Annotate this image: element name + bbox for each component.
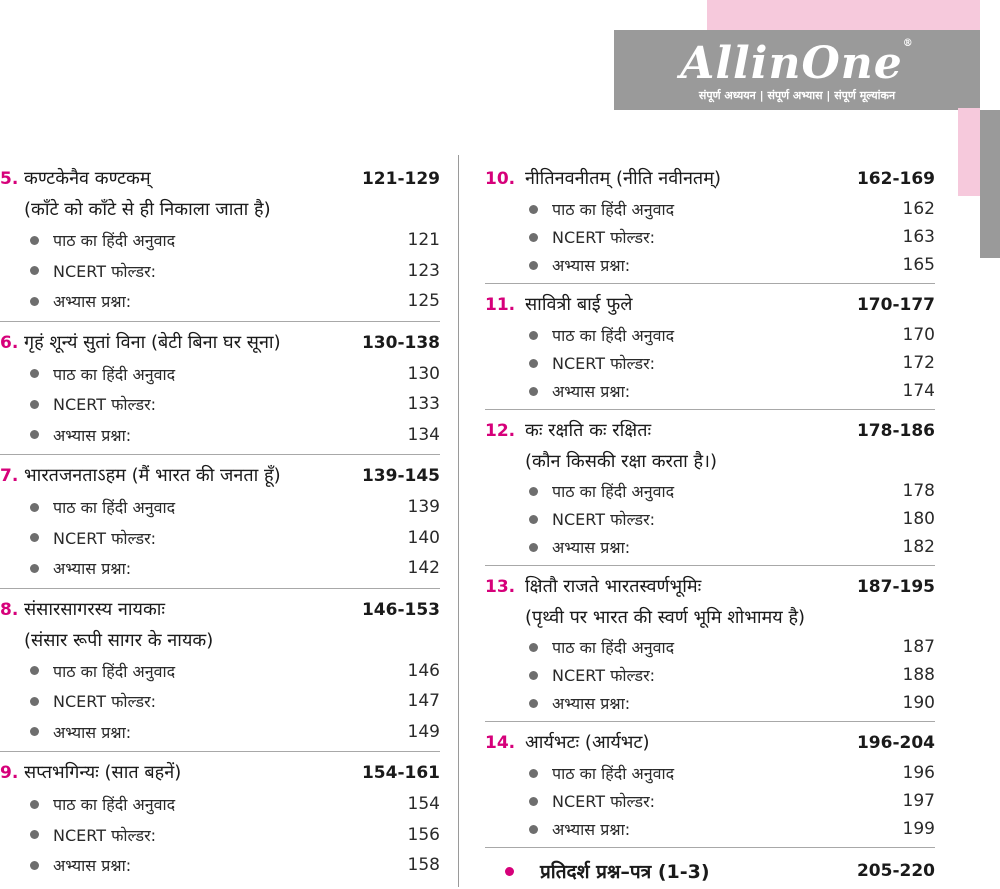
entry-page: 180	[902, 509, 935, 529]
chapter-page-range: 146-153	[361, 599, 440, 620]
chapter-title: सावित्री बाई फुले	[525, 294, 633, 315]
entry-label: NCERT फोल्डर:	[552, 228, 656, 247]
entry-label: पाठ का हिंदी अनुवाद	[53, 231, 176, 251]
entry-page: 156	[407, 824, 440, 845]
bullet-icon	[30, 861, 39, 870]
chapter-subtitle: (संसार रूपी सागर के नायक)	[24, 629, 214, 651]
entry-label: NCERT फोल्डर:	[552, 666, 656, 685]
toc-chapter	[485, 288, 935, 410]
bullet-icon	[30, 533, 39, 542]
brand-tagline: संपूर्ण अध्ययन | संपूर्ण अभ्यास | संपूर्ण मूल्यांकन	[698, 89, 896, 102]
entry-label: अभ्यास प्रश्ना:	[53, 425, 132, 445]
header-pink-band	[707, 0, 980, 32]
entry-label: अभ्यास प्रश्ना:	[552, 382, 631, 401]
toc-entry[interactable]	[485, 759, 935, 787]
toc-entry[interactable]	[485, 321, 935, 349]
bullet-icon	[529, 671, 538, 680]
bullet-icon	[529, 261, 538, 270]
entry-label: अभ्यास प्रश्ना:	[53, 856, 132, 876]
entry-label: अभ्यास प्रश्ना:	[552, 694, 631, 713]
entry-label: अभ्यास प्रश्ना:	[53, 292, 132, 312]
toc-entry[interactable]	[485, 477, 935, 505]
toc-entry[interactable]	[485, 195, 935, 223]
bullet-icon	[30, 666, 39, 675]
entry-page: 149	[407, 721, 440, 742]
bullet-icon	[529, 643, 538, 652]
entry-label: NCERT फोल्डर:	[53, 692, 157, 712]
bullet-icon	[30, 430, 39, 439]
chapter-number: 7.	[0, 466, 19, 486]
entry-label: अभ्यास प्रश्ना:	[552, 538, 631, 557]
entry-label: पाठ का हिंदी अनुवाद	[53, 795, 176, 815]
toc-entry[interactable]	[485, 661, 935, 689]
bullet-icon	[30, 503, 39, 512]
entry-page: 165	[902, 255, 935, 275]
entry-page: 162	[902, 199, 935, 219]
chapter-heading[interactable]	[485, 726, 935, 759]
chapter-title: संसारसागरस्य नायकाः	[24, 598, 166, 620]
entry-page: 170	[902, 325, 935, 345]
bullet-icon	[529, 797, 538, 806]
entry-page: 163	[902, 227, 935, 247]
chapter-number: 8.	[0, 599, 19, 620]
entry-label: अभ्यास प्रश्ना:	[53, 722, 132, 742]
bullet-icon	[30, 727, 39, 736]
bullet-icon	[529, 331, 538, 340]
entry-page: 140	[407, 527, 440, 548]
entry-page: 123	[407, 260, 440, 281]
chapter-title: सप्तभगिन्यः (सात बहनें)	[24, 762, 182, 783]
chapter-number: 11.	[485, 295, 516, 315]
chapter-heading[interactable]	[0, 162, 440, 195]
toc-entry[interactable]	[485, 533, 935, 561]
bullet-icon	[529, 825, 538, 834]
brand-banner	[614, 30, 980, 110]
column-divider	[458, 155, 459, 887]
bullet-icon	[30, 369, 39, 378]
entry-label: अभ्यास प्रश्ना:	[552, 820, 631, 839]
side-pink-band	[958, 108, 980, 196]
toc-entry[interactable]	[485, 377, 935, 405]
chapter-subtitle: (काँटे को काँटे से ही निकाला जाता है)	[24, 199, 271, 220]
bullet-icon	[529, 543, 538, 552]
pink-bullet-icon	[505, 867, 514, 876]
toc-chapter	[485, 726, 935, 848]
sample-paper-title: प्रतिदर्श प्रश्न–पत्र (1-3)	[540, 861, 710, 883]
chapter-heading[interactable]	[0, 459, 440, 492]
entry-label: पाठ का हिंदी अनुवाद	[552, 200, 675, 219]
toc-chapter	[0, 593, 440, 753]
chapter-page-range: 178-186	[856, 421, 935, 441]
entry-label: पाठ का हिंदी अनुवाद	[53, 498, 176, 518]
toc-chapter	[0, 756, 440, 885]
chapter-number: 12.	[485, 421, 516, 441]
chapter-heading[interactable]	[0, 756, 440, 789]
chapter-title: आर्यभटः (आर्यभट)	[525, 732, 650, 753]
entry-page: 182	[902, 537, 935, 557]
chapter-heading[interactable]	[485, 570, 935, 603]
sample-paper-entry[interactable]	[485, 854, 935, 888]
bullet-icon	[30, 400, 39, 409]
chapter-title: गृहं शून्यं सुतां विना (बेटी बिना घर सूना)	[24, 331, 281, 353]
chapter-heading[interactable]	[485, 288, 935, 321]
entry-page: 158	[407, 855, 440, 876]
entry-label: अभ्यास प्रश्ना:	[53, 559, 132, 579]
bullet-icon	[529, 205, 538, 214]
chapter-page-range: 130-138	[361, 332, 440, 353]
chapter-heading[interactable]	[485, 162, 935, 195]
entry-label: NCERT फोल्डर:	[53, 261, 157, 281]
toc-entry[interactable]	[0, 286, 440, 317]
entry-page: 139	[407, 497, 440, 518]
toc-chapter	[0, 162, 440, 322]
chapter-title: कः रक्षति कः रक्षितः	[525, 420, 652, 441]
chapter-page-range: 162-169	[856, 169, 935, 189]
entry-page: 134	[407, 424, 440, 445]
entry-page: 190	[902, 693, 935, 713]
bullet-icon	[529, 387, 538, 396]
bullet-icon	[529, 769, 538, 778]
toc-entry[interactable]	[485, 689, 935, 717]
chapter-heading[interactable]	[0, 326, 440, 359]
bullet-icon	[529, 359, 538, 368]
entry-label: NCERT फोल्डर:	[552, 510, 656, 529]
chapter-number: 5.	[0, 169, 19, 189]
chapter-heading[interactable]	[485, 414, 935, 447]
toc-entry[interactable]	[0, 553, 440, 584]
entry-label: पाठ का हिंदी अनुवाद	[552, 326, 675, 345]
bullet-icon	[529, 487, 538, 496]
entry-page: 188	[902, 665, 935, 685]
brand-logo: AllinOne®	[680, 38, 914, 89]
toc-entry[interactable]	[0, 686, 440, 717]
bullet-icon	[30, 564, 39, 573]
toc-entry[interactable]	[0, 256, 440, 287]
toc-entry[interactable]	[0, 850, 440, 881]
entry-page: 178	[902, 481, 935, 501]
entry-page: 197	[902, 791, 935, 811]
bullet-icon	[529, 233, 538, 242]
toc-entry[interactable]	[485, 787, 935, 815]
toc-entry[interactable]	[485, 815, 935, 843]
chapter-number: 9.	[0, 763, 19, 783]
chapter-number: 14.	[485, 733, 516, 753]
toc-entry[interactable]	[0, 420, 440, 451]
entry-label: पाठ का हिंदी अनुवाद	[552, 638, 675, 657]
entry-label: पाठ का हिंदी अनुवाद	[552, 482, 675, 501]
toc-entry[interactable]	[485, 505, 935, 533]
toc-entry[interactable]	[0, 492, 440, 523]
bullet-icon	[30, 697, 39, 706]
toc-chapter	[0, 459, 440, 589]
bullet-icon	[30, 297, 39, 306]
toc-entry[interactable]	[0, 820, 440, 851]
entry-page: 174	[902, 381, 935, 401]
toc-left-column	[0, 162, 440, 889]
toc-entry[interactable]	[485, 349, 935, 377]
chapter-title: नीतिनवनीतम् (नीति नवीनतम्)	[525, 168, 721, 189]
entry-page: 187	[902, 637, 935, 657]
entry-page: 133	[407, 394, 440, 415]
chapter-page-range: 154-161	[361, 763, 440, 783]
entry-page: 146	[407, 660, 440, 681]
bullet-icon	[529, 515, 538, 524]
toc-entry[interactable]	[485, 633, 935, 661]
chapter-title: भारतजनताऽहम (मैं भारत की जनता हूँ)	[24, 465, 281, 486]
entry-label: NCERT फोल्डर:	[53, 528, 157, 548]
entry-label: NCERT फोल्डर:	[552, 792, 656, 811]
bullet-icon	[30, 830, 39, 839]
entry-label: अभ्यास प्रश्ना:	[552, 256, 631, 275]
toc-entry[interactable]	[0, 523, 440, 554]
entry-page: 196	[902, 763, 935, 783]
entry-page: 154	[407, 794, 440, 815]
entry-page: 147	[407, 691, 440, 712]
toc-entry[interactable]	[0, 656, 440, 687]
chapter-page-range: 170-177	[856, 295, 935, 315]
toc-entry[interactable]	[0, 717, 440, 748]
chapter-number: 13.	[485, 577, 516, 597]
toc-entry[interactable]	[0, 225, 440, 256]
chapter-title: क्षितौ राजते भारतस्वर्णभूमिः	[525, 576, 702, 597]
entry-page: 121	[407, 230, 440, 251]
toc-chapter	[485, 414, 935, 566]
entry-page: 142	[407, 558, 440, 579]
entry-label: NCERT फोल्डर:	[552, 354, 656, 373]
chapter-heading[interactable]	[0, 593, 440, 626]
toc-entry[interactable]	[0, 389, 440, 420]
entry-page: 199	[902, 819, 935, 839]
chapter-number: 10.	[485, 169, 516, 189]
bullet-icon	[529, 699, 538, 708]
entry-page: 172	[902, 353, 935, 373]
chapter-page-range: 196-204	[856, 733, 935, 753]
chapter-title: कण्टकेनैव कण्टकम्	[24, 168, 151, 189]
chapter-page-range: 139-145	[361, 466, 440, 486]
sample-paper-pages: 205-220	[856, 861, 935, 881]
toc-chapter	[485, 570, 935, 722]
entry-label: NCERT फोल्डर:	[53, 825, 157, 845]
toc-right-column	[485, 162, 935, 888]
toc-chapter	[0, 326, 440, 456]
entry-label: पाठ का हिंदी अनुवाद	[53, 364, 176, 384]
chapter-number: 6.	[0, 332, 19, 353]
chapter-subtitle: (पृथ्वी पर भारत की स्वर्ण भूमि शोभामय है)	[525, 607, 806, 628]
toc-entry[interactable]	[0, 789, 440, 820]
toc-entry[interactable]	[485, 223, 935, 251]
entry-page: 125	[407, 291, 440, 312]
toc-entry[interactable]	[0, 359, 440, 390]
entry-label: पाठ का हिंदी अनुवाद	[552, 764, 675, 783]
bullet-icon	[30, 236, 39, 245]
entry-label: NCERT फोल्डर:	[53, 395, 157, 415]
bullet-icon	[30, 266, 39, 275]
chapter-subtitle: (कौन किसकी रक्षा करता है।)	[525, 451, 717, 472]
chapter-page-range: 121-129	[361, 169, 440, 189]
toc-chapter	[485, 162, 935, 284]
chapter-page-range: 187-195	[856, 577, 935, 597]
entry-label: पाठ का हिंदी अनुवाद	[53, 661, 176, 681]
side-gray-band	[980, 110, 1000, 258]
toc-entry[interactable]	[485, 251, 935, 279]
bullet-icon	[30, 800, 39, 809]
entry-page: 130	[407, 363, 440, 384]
